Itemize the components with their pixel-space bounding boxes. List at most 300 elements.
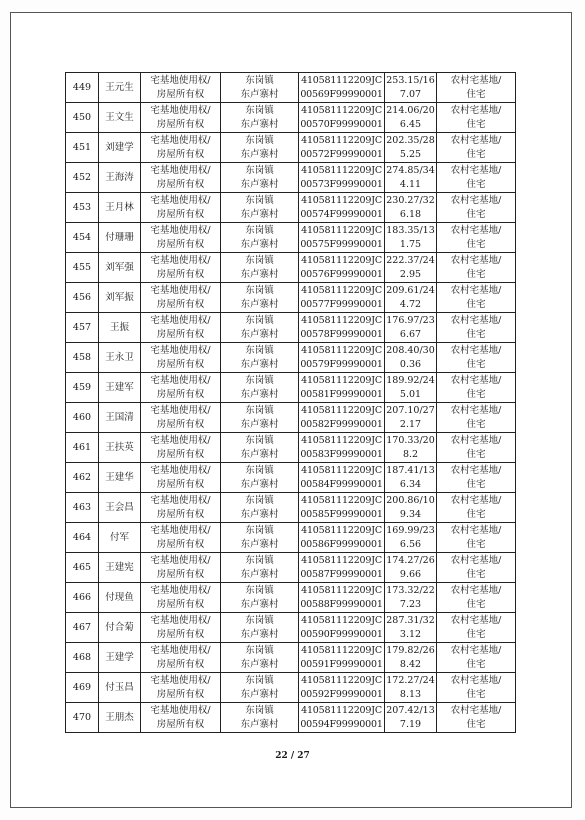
land-use-cell-line: 住宅 — [466, 328, 486, 340]
land-use-cell — [437, 523, 516, 553]
land-use-cell-line: 农村宅基地/ — [450, 674, 502, 686]
table-row — [66, 73, 516, 103]
record-number-cell: 461 — [66, 433, 99, 463]
right-type-cell-line: 房屋所有权 — [156, 508, 205, 520]
location-cell-line: 东卢寨村 — [240, 88, 279, 100]
land-use-cell-line: 农村宅基地/ — [450, 554, 502, 566]
location-cell — [221, 553, 299, 583]
area-cell-line: 172.27/24 — [386, 674, 435, 686]
unit-code-cell-line: 00591F99990001 — [300, 658, 383, 670]
area-cell-line: 230.27/32 — [386, 194, 435, 206]
right-type-cell-line: 房屋所有权 — [156, 118, 205, 130]
land-use-cell — [437, 703, 516, 733]
land-use-cell-line: 住宅 — [466, 538, 486, 550]
area-cell-line: 179.82/26 — [386, 644, 435, 656]
land-use-cell-line: 住宅 — [466, 88, 486, 100]
location-cell-line: 东卢寨村 — [240, 658, 279, 670]
land-use-cell — [437, 223, 516, 253]
area-cell — [385, 403, 437, 433]
location-cell-line: 东岗镇 — [245, 374, 274, 386]
location-cell-line: 东卢寨村 — [240, 268, 279, 280]
right-type-cell-line: 宅基地使用权/ — [150, 494, 211, 506]
location-cell-line: 东岗镇 — [245, 104, 274, 116]
record-number-cell: 468 — [66, 643, 99, 673]
unit-code-cell-line: 410581112209JC — [301, 134, 382, 146]
right-type-cell — [141, 133, 221, 163]
record-number-cell: 455 — [66, 253, 99, 283]
right-type-cell-line: 房屋所有权 — [156, 148, 205, 160]
owner-name-cell: 刘军强 — [99, 253, 141, 283]
unit-code-cell — [299, 523, 385, 553]
location-cell-line: 东卢寨村 — [240, 328, 279, 340]
location-cell — [221, 193, 299, 223]
land-use-cell-line: 住宅 — [466, 508, 486, 520]
record-number-cell: 456 — [66, 283, 99, 313]
table-row — [66, 133, 516, 163]
location-cell-line: 东卢寨村 — [240, 388, 279, 400]
area-cell — [385, 223, 437, 253]
area-cell — [385, 73, 437, 103]
location-cell-line: 东岗镇 — [245, 704, 274, 716]
land-use-cell-line: 农村宅基地/ — [450, 614, 502, 626]
location-cell-line: 东岗镇 — [245, 134, 274, 146]
land-use-cell — [437, 643, 516, 673]
area-cell-line: 173.32/22 — [386, 584, 435, 596]
owner-name-cell: 王建学 — [99, 643, 141, 673]
area-cell — [385, 133, 437, 163]
location-cell-line: 东岗镇 — [245, 284, 274, 296]
location-cell — [221, 673, 299, 703]
location-cell — [221, 133, 299, 163]
area-cell-line: 207.42/13 — [386, 704, 435, 716]
area-cell-line: 5.25 — [399, 148, 422, 160]
table-row — [66, 553, 516, 583]
location-cell-line: 东卢寨村 — [240, 148, 279, 160]
right-type-cell-line: 房屋所有权 — [156, 418, 205, 430]
land-use-cell-line: 住宅 — [466, 478, 486, 490]
unit-code-cell-line: 410581112209JC — [301, 674, 382, 686]
unit-code-cell-line: 00577F99990001 — [300, 298, 383, 310]
area-cell-line: 189.92/24 — [386, 374, 435, 386]
land-use-cell — [437, 313, 516, 343]
registry-table — [65, 72, 516, 733]
right-type-cell-line: 宅基地使用权/ — [150, 464, 211, 476]
location-cell — [221, 433, 299, 463]
location-cell — [221, 643, 299, 673]
unit-code-cell — [299, 373, 385, 403]
land-use-cell — [437, 343, 516, 373]
land-use-cell-line: 住宅 — [466, 568, 486, 580]
right-type-cell-line: 宅基地使用权/ — [150, 314, 211, 326]
area-cell — [385, 103, 437, 133]
record-number-cell: 466 — [66, 583, 99, 613]
location-cell-line: 东岗镇 — [245, 614, 274, 626]
land-use-cell-line: 住宅 — [466, 658, 486, 670]
location-cell — [221, 253, 299, 283]
area-cell-line: 1.75 — [399, 238, 422, 250]
area-cell-line: 8.42 — [399, 658, 422, 670]
location-cell — [221, 523, 299, 553]
unit-code-cell — [299, 133, 385, 163]
right-type-cell-line: 房屋所有权 — [156, 298, 205, 310]
location-cell-line: 东岗镇 — [245, 554, 274, 566]
right-type-cell — [141, 553, 221, 583]
land-use-cell — [437, 253, 516, 283]
area-cell-line: 3.12 — [399, 628, 422, 640]
land-use-cell-line: 农村宅基地/ — [450, 464, 502, 476]
table-row — [66, 103, 516, 133]
area-cell-line: 4.72 — [399, 298, 422, 310]
area-cell — [385, 673, 437, 703]
right-type-cell — [141, 703, 221, 733]
land-use-cell-line: 农村宅基地/ — [450, 194, 502, 206]
area-cell-line: 6.34 — [399, 478, 422, 490]
location-cell-line: 东卢寨村 — [240, 688, 279, 700]
unit-code-cell — [299, 163, 385, 193]
land-use-cell-line: 住宅 — [466, 628, 486, 640]
record-number-cell: 458 — [66, 343, 99, 373]
unit-code-cell — [299, 283, 385, 313]
location-cell-line: 东岗镇 — [245, 404, 274, 416]
area-cell-line: 7.19 — [399, 718, 422, 730]
land-use-cell-line: 住宅 — [466, 118, 486, 130]
right-type-cell-line: 房屋所有权 — [156, 688, 205, 700]
right-type-cell — [141, 73, 221, 103]
unit-code-cell-line: 410581112209JC — [301, 74, 382, 86]
location-cell-line: 东岗镇 — [245, 314, 274, 326]
land-use-cell — [437, 73, 516, 103]
area-cell-line: 208.40/30 — [386, 344, 435, 356]
right-type-cell-line: 宅基地使用权/ — [150, 254, 211, 266]
unit-code-cell-line: 00585F99990001 — [300, 508, 383, 520]
right-type-cell-line: 宅基地使用权/ — [150, 584, 211, 596]
right-type-cell — [141, 613, 221, 643]
location-cell-line: 东卢寨村 — [240, 208, 279, 220]
record-number-cell: 469 — [66, 673, 99, 703]
area-cell-line: 183.35/13 — [386, 224, 435, 236]
land-use-cell-line: 农村宅基地/ — [450, 584, 502, 596]
right-type-cell — [141, 193, 221, 223]
area-cell — [385, 463, 437, 493]
land-use-cell-line: 农村宅基地/ — [450, 704, 502, 716]
page-number: 22 / 27 — [275, 751, 310, 761]
unit-code-cell-line: 00583F99990001 — [300, 448, 383, 460]
unit-code-cell-line: 410581112209JC — [301, 434, 382, 446]
unit-code-cell-line: 410581112209JC — [301, 524, 382, 536]
registry-table-body — [66, 73, 516, 733]
land-use-cell-line: 农村宅基地/ — [450, 494, 502, 506]
area-cell — [385, 613, 437, 643]
table-row — [66, 313, 516, 343]
right-type-cell — [141, 493, 221, 523]
table-row — [66, 223, 516, 253]
area-cell-line: 209.61/24 — [386, 284, 435, 296]
record-number-cell: 470 — [66, 703, 99, 733]
table-row — [66, 433, 516, 463]
area-cell — [385, 493, 437, 523]
table-row — [66, 703, 516, 733]
location-cell-line: 东岗镇 — [245, 434, 274, 446]
area-cell — [385, 193, 437, 223]
land-use-cell-line: 住宅 — [466, 208, 486, 220]
location-cell-line: 东卢寨村 — [240, 538, 279, 550]
unit-code-cell — [299, 613, 385, 643]
unit-code-cell — [299, 433, 385, 463]
location-cell — [221, 373, 299, 403]
unit-code-cell-line: 410581112209JC — [301, 344, 382, 356]
location-cell — [221, 583, 299, 613]
right-type-cell-line: 房屋所有权 — [156, 238, 205, 250]
right-type-cell-line: 房屋所有权 — [156, 538, 205, 550]
unit-code-cell-line: 410581112209JC — [301, 224, 382, 236]
area-cell — [385, 583, 437, 613]
location-cell-line: 东卢寨村 — [240, 358, 279, 370]
land-use-cell-line: 农村宅基地/ — [450, 314, 502, 326]
unit-code-cell-line: 00575F99990001 — [300, 238, 383, 250]
unit-code-cell-line: 00572F99990001 — [300, 148, 383, 160]
right-type-cell — [141, 373, 221, 403]
location-cell — [221, 283, 299, 313]
right-type-cell — [141, 223, 221, 253]
record-number-cell: 454 — [66, 223, 99, 253]
unit-code-cell-line: 00592F99990001 — [300, 688, 383, 700]
owner-name-cell: 刘建学 — [99, 133, 141, 163]
table-row — [66, 283, 516, 313]
area-cell-line: 8.13 — [399, 688, 422, 700]
unit-code-cell-line: 410581112209JC — [301, 464, 382, 476]
area-cell-line: 7.23 — [399, 598, 422, 610]
right-type-cell — [141, 283, 221, 313]
land-use-cell — [437, 373, 516, 403]
area-cell — [385, 313, 437, 343]
location-cell — [221, 403, 299, 433]
record-number-cell: 460 — [66, 403, 99, 433]
table-row — [66, 253, 516, 283]
unit-code-cell — [299, 493, 385, 523]
right-type-cell-line: 房屋所有权 — [156, 478, 205, 490]
table-row — [66, 343, 516, 373]
location-cell-line: 东卢寨村 — [240, 508, 279, 520]
land-use-cell-line: 住宅 — [466, 268, 486, 280]
owner-name-cell: 王文生 — [99, 103, 141, 133]
unit-code-cell — [299, 343, 385, 373]
land-use-cell-line: 农村宅基地/ — [450, 164, 502, 176]
table-row — [66, 523, 516, 553]
right-type-cell-line: 房屋所有权 — [156, 178, 205, 190]
area-cell-line: 2.95 — [399, 268, 422, 280]
location-cell-line: 东岗镇 — [245, 644, 274, 656]
right-type-cell-line: 房屋所有权 — [156, 568, 205, 580]
owner-name-cell: 刘军振 — [99, 283, 141, 313]
area-cell — [385, 253, 437, 283]
right-type-cell-line: 宅基地使用权/ — [150, 644, 211, 656]
unit-code-cell-line: 00590F99990001 — [300, 628, 383, 640]
land-use-cell-line: 农村宅基地/ — [450, 74, 502, 86]
location-cell — [221, 73, 299, 103]
owner-name-cell: 付军 — [99, 523, 141, 553]
area-cell-line: 5.01 — [399, 388, 422, 400]
location-cell-line: 东卢寨村 — [240, 568, 279, 580]
record-number-cell: 457 — [66, 313, 99, 343]
right-type-cell-line: 房屋所有权 — [156, 658, 205, 670]
right-type-cell-line: 宅基地使用权/ — [150, 344, 211, 356]
area-cell-line: 174.27/26 — [386, 554, 435, 566]
unit-code-cell-line: 00578F99990001 — [300, 328, 383, 340]
land-use-cell-line: 住宅 — [466, 598, 486, 610]
right-type-cell-line: 房屋所有权 — [156, 88, 205, 100]
right-type-cell-line: 宅基地使用权/ — [150, 614, 211, 626]
unit-code-cell — [299, 403, 385, 433]
area-cell — [385, 553, 437, 583]
unit-code-cell-line: 00570F99990001 — [300, 118, 383, 130]
land-use-cell — [437, 403, 516, 433]
right-type-cell-line: 房屋所有权 — [156, 718, 205, 730]
owner-name-cell: 王月林 — [99, 193, 141, 223]
location-cell-line: 东岗镇 — [245, 344, 274, 356]
unit-code-cell-line: 00569F99990001 — [300, 88, 383, 100]
unit-code-cell-line: 00584F99990001 — [300, 478, 383, 490]
unit-code-cell-line: 00581F99990001 — [300, 388, 383, 400]
table-row — [66, 583, 516, 613]
land-use-cell-line: 农村宅基地/ — [450, 404, 502, 416]
location-cell-line: 东岗镇 — [245, 254, 274, 266]
right-type-cell-line: 房屋所有权 — [156, 268, 205, 280]
table-row — [66, 403, 516, 433]
location-cell-line: 东卢寨村 — [240, 298, 279, 310]
record-number-cell: 450 — [66, 103, 99, 133]
area-cell — [385, 703, 437, 733]
right-type-cell — [141, 673, 221, 703]
land-use-cell-line: 农村宅基地/ — [450, 104, 502, 116]
land-use-cell — [437, 463, 516, 493]
land-use-cell-line: 农村宅基地/ — [450, 344, 502, 356]
unit-code-cell-line: 410581112209JC — [301, 254, 382, 266]
area-cell — [385, 373, 437, 403]
unit-code-cell-line: 410581112209JC — [301, 404, 382, 416]
location-cell-line: 东岗镇 — [245, 584, 274, 596]
unit-code-cell-line: 00588F99990001 — [300, 598, 383, 610]
owner-name-cell: 王朋杰 — [99, 703, 141, 733]
land-use-cell-line: 住宅 — [466, 418, 486, 430]
unit-code-cell-line: 00582F99990001 — [300, 418, 383, 430]
unit-code-cell-line: 410581112209JC — [301, 104, 382, 116]
owner-name-cell: 王元生 — [99, 73, 141, 103]
right-type-cell-line: 宅基地使用权/ — [150, 164, 211, 176]
land-use-cell-line: 住宅 — [466, 718, 486, 730]
area-cell-line: 287.31/32 — [386, 614, 435, 626]
location-cell-line: 东岗镇 — [245, 464, 274, 476]
owner-name-cell: 王建军 — [99, 373, 141, 403]
land-use-cell-line: 农村宅基地/ — [450, 134, 502, 146]
table-row — [66, 193, 516, 223]
area-cell — [385, 643, 437, 673]
area-cell-line: 2.17 — [399, 418, 422, 430]
right-type-cell-line: 房屋所有权 — [156, 628, 205, 640]
right-type-cell-line: 宅基地使用权/ — [150, 674, 211, 686]
unit-code-cell-line: 410581112209JC — [301, 644, 382, 656]
land-use-cell-line: 住宅 — [466, 238, 486, 250]
area-cell-line: 6.18 — [399, 208, 422, 220]
right-type-cell-line: 宅基地使用权/ — [150, 104, 211, 116]
unit-code-cell — [299, 193, 385, 223]
area-cell-line: 200.86/10 — [386, 494, 435, 506]
area-cell-line: 176.97/23 — [386, 314, 435, 326]
location-cell — [221, 103, 299, 133]
land-use-cell-line: 住宅 — [466, 358, 486, 370]
unit-code-cell-line: 00586F99990001 — [300, 538, 383, 550]
right-type-cell-line: 房屋所有权 — [156, 388, 205, 400]
unit-code-cell-line: 00574F99990001 — [300, 208, 383, 220]
location-cell — [221, 313, 299, 343]
right-type-cell-line: 宅基地使用权/ — [150, 74, 211, 86]
land-use-cell — [437, 493, 516, 523]
owner-name-cell: 王海涛 — [99, 163, 141, 193]
right-type-cell-line: 宅基地使用权/ — [150, 524, 211, 536]
location-cell — [221, 703, 299, 733]
location-cell-line: 东卢寨村 — [240, 178, 279, 190]
unit-code-cell-line: 00587F99990001 — [300, 568, 383, 580]
right-type-cell — [141, 463, 221, 493]
owner-name-cell: 付珊珊 — [99, 223, 141, 253]
location-cell-line: 东岗镇 — [245, 164, 274, 176]
unit-code-cell-line: 00573F99990001 — [300, 178, 383, 190]
unit-code-cell-line: 410581112209JC — [301, 704, 382, 716]
right-type-cell-line: 宅基地使用权/ — [150, 284, 211, 296]
record-number-cell: 462 — [66, 463, 99, 493]
unit-code-cell — [299, 463, 385, 493]
owner-name-cell: 付合菊 — [99, 613, 141, 643]
area-cell-line: 6.67 — [399, 328, 422, 340]
land-use-cell — [437, 433, 516, 463]
record-number-cell: 463 — [66, 493, 99, 523]
right-type-cell-line: 房屋所有权 — [156, 208, 205, 220]
unit-code-cell — [299, 103, 385, 133]
right-type-cell — [141, 403, 221, 433]
location-cell-line: 东卢寨村 — [240, 628, 279, 640]
land-use-cell — [437, 163, 516, 193]
land-use-cell-line: 住宅 — [466, 448, 486, 460]
unit-code-cell-line: 410581112209JC — [301, 374, 382, 386]
record-number-cell: 449 — [66, 73, 99, 103]
unit-code-cell-line: 00594F99990001 — [300, 718, 383, 730]
unit-code-cell-line: 410581112209JC — [301, 494, 382, 506]
location-cell — [221, 613, 299, 643]
unit-code-cell — [299, 703, 385, 733]
area-cell-line: 274.85/34 — [386, 164, 435, 176]
location-cell-line: 东卢寨村 — [240, 478, 279, 490]
unit-code-cell — [299, 553, 385, 583]
land-use-cell-line: 农村宅基地/ — [450, 254, 502, 266]
right-type-cell — [141, 433, 221, 463]
table-row — [66, 673, 516, 703]
owner-name-cell: 付玉昌 — [99, 673, 141, 703]
owner-name-cell: 付现鱼 — [99, 583, 141, 613]
location-cell-line: 东卢寨村 — [240, 418, 279, 430]
area-cell-line: 8.2 — [402, 448, 419, 460]
unit-code-cell-line: 410581112209JC — [301, 314, 382, 326]
table-row — [66, 463, 516, 493]
area-cell-line: 169.99/23 — [386, 524, 435, 536]
area-cell-line: 9.66 — [399, 568, 422, 580]
right-type-cell-line: 宅基地使用权/ — [150, 404, 211, 416]
area-cell-line: 187.41/13 — [386, 464, 435, 476]
land-use-cell-line: 住宅 — [466, 148, 486, 160]
area-cell-line: 6.56 — [399, 538, 422, 550]
area-cell-line: 207.10/27 — [386, 404, 435, 416]
right-type-cell-line: 宅基地使用权/ — [150, 194, 211, 206]
location-cell-line: 东岗镇 — [245, 674, 274, 686]
owner-name-cell: 王国清 — [99, 403, 141, 433]
